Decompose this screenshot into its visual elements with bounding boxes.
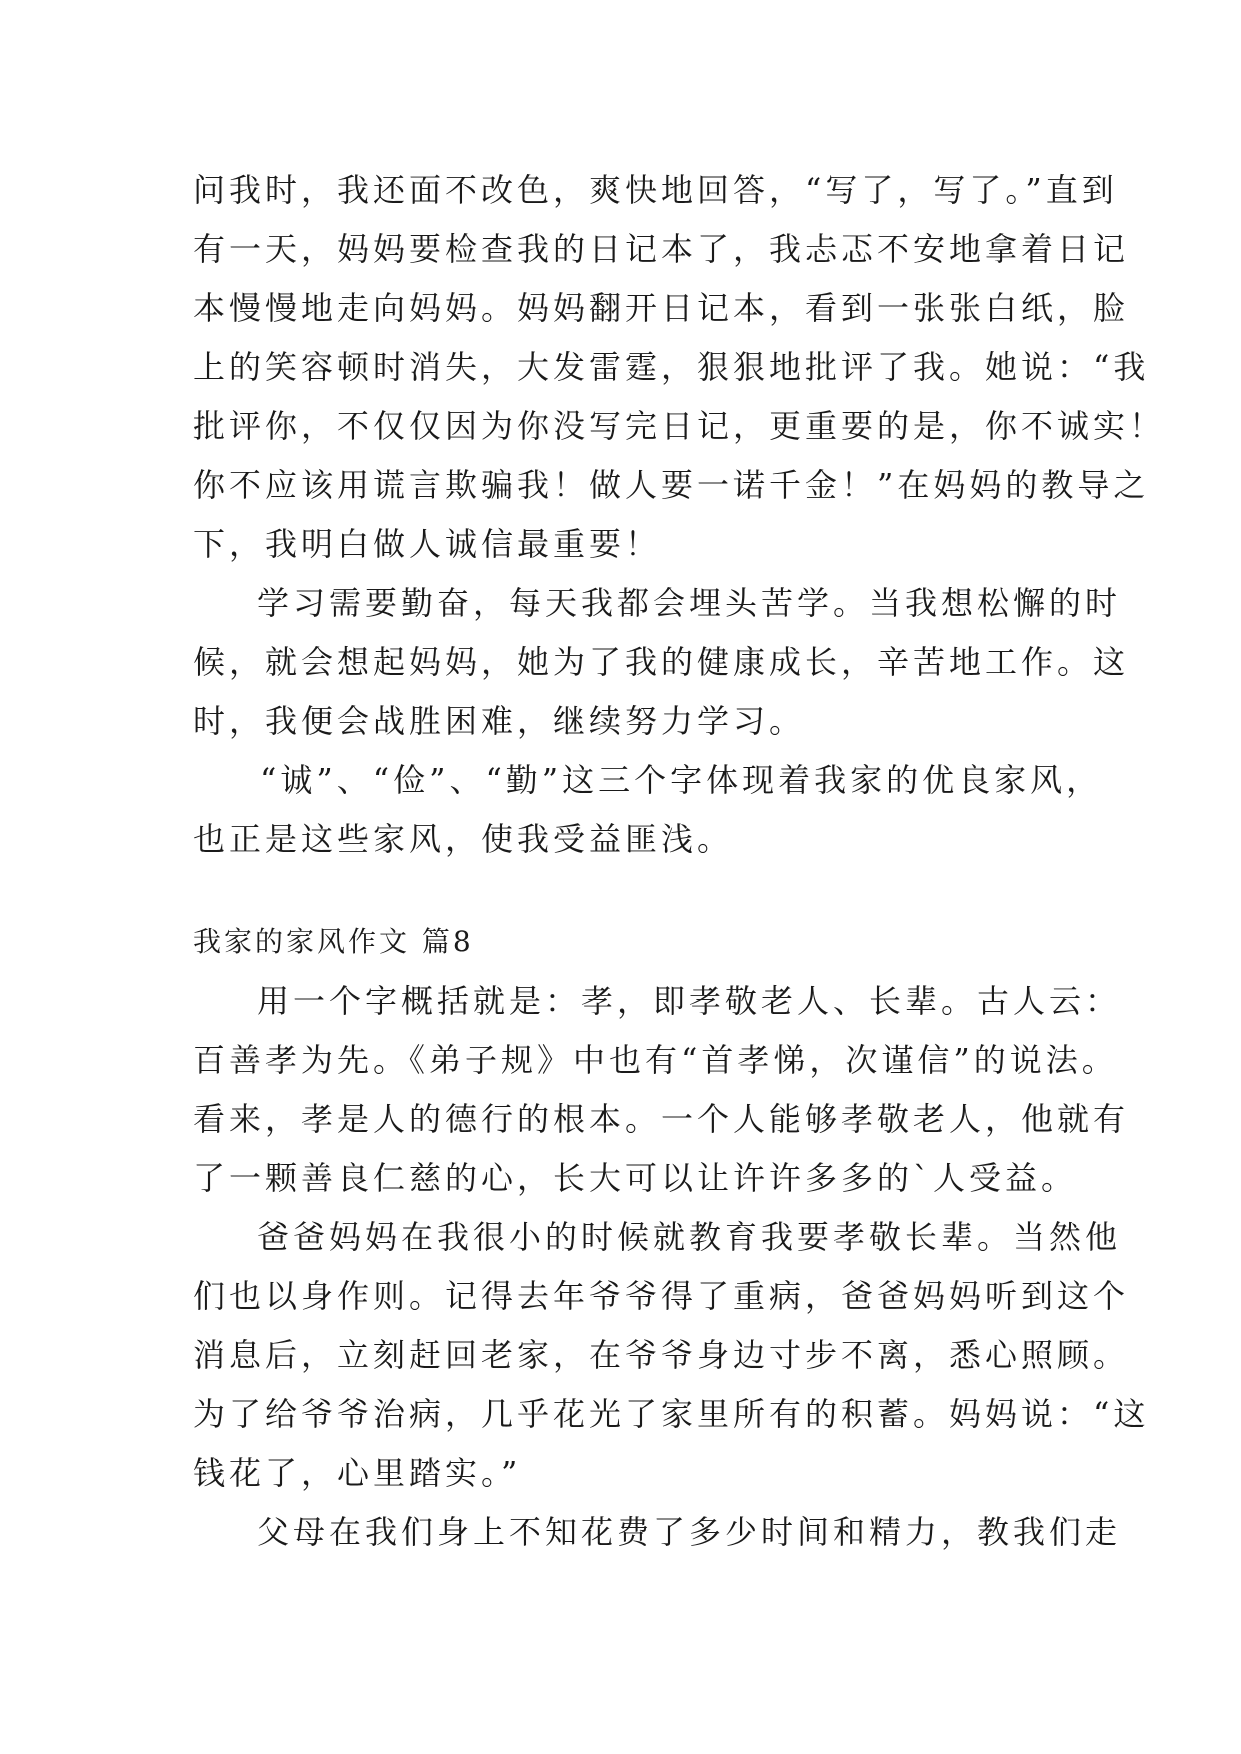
paragraph-line: 上的笑容顿时消失，大发雷霆，狠狠地批评了我。她说：“我: [193, 348, 1150, 386]
paragraph-line: 有一天，妈妈要检查我的日记本了，我忐忑不安地拿着日记: [193, 230, 1130, 268]
paragraph-line: 为了给爷爷治病，几乎花光了家里所有的积蓄。妈妈说：“这: [193, 1395, 1150, 1433]
paragraph-line: 候，就会想起妈妈，她为了我的健康成长，辛苦地工作。这: [193, 643, 1130, 681]
paragraph-line: 们也以身作则。记得去年爷爷得了重病，爸爸妈妈听到这个: [193, 1277, 1130, 1315]
paragraph-line: 你不应该用谎言欺骗我！做人要一诺千金！”在妈妈的教导之: [193, 466, 1150, 504]
paragraph-line: 批评你，不仅仅因为你没写完日记，更重要的是，你不诚实！: [193, 407, 1166, 445]
paragraph-line: 消息后，立刻赶回老家，在爷爷身边寸步不离，悉心照顾。: [193, 1336, 1130, 1374]
paragraph-line: 用一个字概括就是：孝，即孝敬老人、长辈。古人云：: [257, 982, 1122, 1020]
paragraph-line: 爸爸妈妈在我很小的时候就教育我要孝敬长辈。当然他: [257, 1218, 1122, 1256]
paragraph-line: 学习需要勤奋，每天我都会埋头苦学。当我想松懈的时: [257, 584, 1122, 622]
paragraph-line: 钱花了，心里踏实。”: [193, 1454, 522, 1492]
paragraph-line: 问我时，我还面不改色，爽快地回答，“写了，写了。”直到: [193, 171, 1118, 209]
paragraph-line: “诚”、“俭”、“勤”这三个字体现着我家的优良家风，: [260, 761, 1103, 799]
paragraph-line: 了一颗善良仁慈的心，长大可以让许许多多的`人受益。: [193, 1159, 1078, 1197]
paragraph-line: 父母在我们身上不知花费了多少时间和精力，教我们走: [257, 1513, 1122, 1551]
paragraph-line: 下，我明白做人诚信最重要！: [193, 525, 662, 563]
paragraph-line: 本慢慢地走向妈妈。妈妈翻开日记本，看到一张张白纸，脸: [193, 289, 1130, 327]
paragraph-line: 也正是这些家风，使我受益匪浅。: [193, 820, 734, 858]
paragraph-line: 看来，孝是人的德行的根本。一个人能够孝敬老人，他就有: [193, 1100, 1130, 1138]
paragraph-line: 百善孝为先。《弟子规》中也有“首孝悌，次谨信”的说法。: [193, 1041, 1118, 1079]
section-heading: 我家的家风作文 篇8: [193, 925, 474, 958]
paragraph-line: 时，我便会战胜困难，继续努力学习。: [193, 702, 806, 740]
